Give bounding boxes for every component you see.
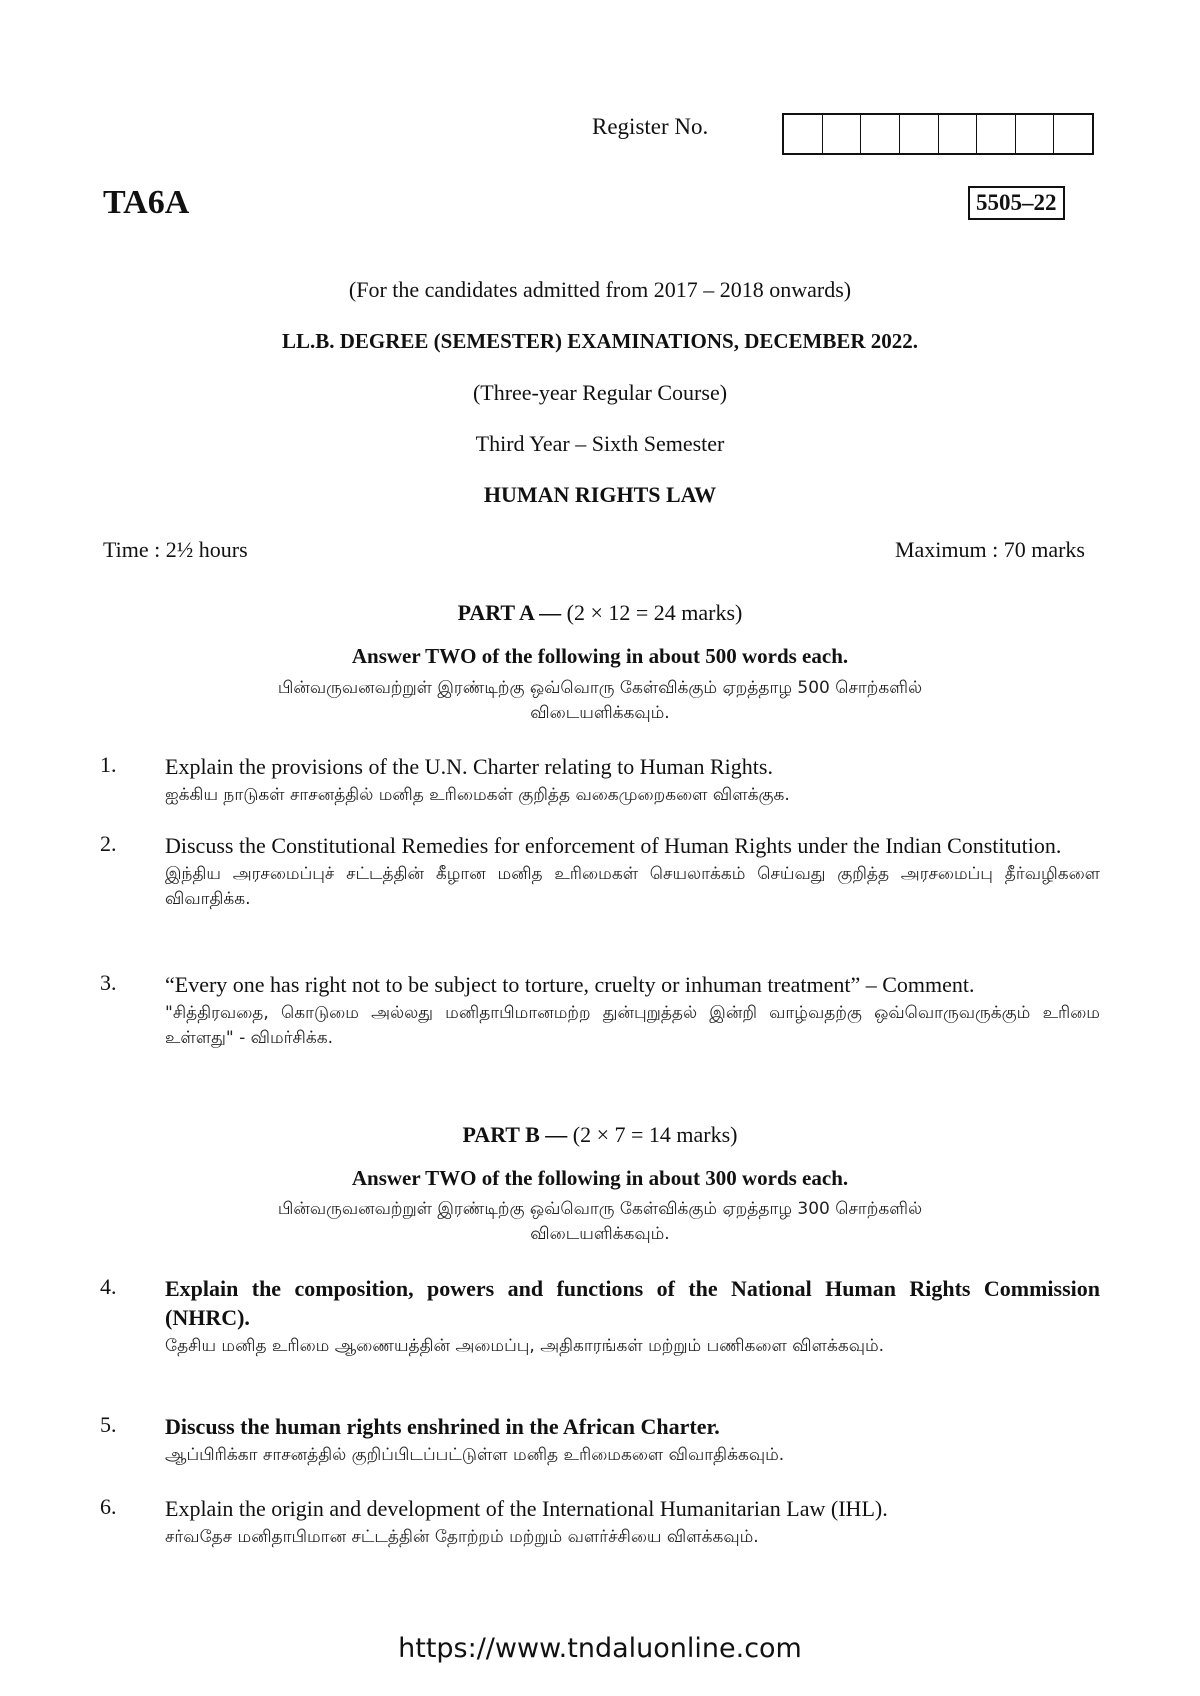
question-text-tamil: ஐக்கிய நாடுகள் சாசனத்தில் மனித உரிமைகள் குறித்த வகைமுறைகளை விளக்குக. — [165, 785, 790, 805]
question-number: 6. — [100, 1494, 117, 1519]
admission-note: (For the candidates admitted from 2017 – 2018 onwards) — [348, 277, 852, 302]
register-digit-box[interactable] — [1016, 115, 1055, 153]
part-b-label: PART B — — [462, 1122, 568, 1147]
question-text: Explain the provisions of the U.N. Charter relating to Human Rights. — [165, 754, 773, 779]
part-a-instruction: Answer TWO of the following in about 500 words each. — [351, 644, 849, 668]
part-a-heading — [0, 600, 1200, 626]
part-b-instruction: Answer TWO of the following in about 300 words each. — [351, 1166, 849, 1190]
part-a-instruction-tamil-2: விடையளிக்கவும். — [530, 703, 670, 723]
register-number-label: Register No. — [592, 114, 709, 139]
course-name: (Three-year Regular Course) — [472, 380, 728, 405]
part-b-instruction-tamil-1: பின்வருவனவற்றுள் இரண்டிற்கு ஒவ்வொரு கேள்விக்கும் ஏறத்தாழ 300 சொற்களில் — [277, 1199, 923, 1219]
part-a-label: PART A — — [457, 600, 562, 625]
question-text: “Every one has right not to be subject to torture, cruelty or inhuman treatment” – Comment. — [165, 972, 975, 997]
register-digit-box[interactable] — [1054, 115, 1092, 153]
question-text: Discuss the Constitutional Remedies for enforcement of Human Rights under the Indian Constitution. — [165, 833, 1062, 858]
question-text-tamil: சர்வதேச மனிதாபிமான சட்டத்தின் தோற்றம் மற்றும் வளர்ச்சியை விளக்கவும். — [165, 1527, 759, 1547]
time-prefix: Time : 2 — [103, 537, 177, 562]
part-b-heading — [0, 1122, 1200, 1148]
register-number-boxes[interactable] — [782, 113, 1094, 155]
register-digit-box[interactable] — [861, 115, 900, 153]
footer-url[interactable]: https://www.tndaluonline.com — [398, 1633, 802, 1664]
question-text-tamil: ஆப்பிரிக்கா சாசனத்தில் குறிப்பிடப்பட்டுள்ள மனித உரிமைகளை விவாதிக்கவும். — [165, 1445, 785, 1465]
part-b-marks: (2 × 7 = 14 marks) — [572, 1122, 738, 1147]
register-digit-box[interactable] — [784, 115, 823, 153]
register-digit-box[interactable] — [900, 115, 939, 153]
register-digit-box[interactable] — [939, 115, 978, 153]
question-text-tamil: தேசிய மனித உரிமை ஆணையத்தின் அமைப்பு, அதிகாரங்கள் மற்றும் பணிகளை விளக்கவும். — [165, 1336, 885, 1356]
question-text-tamil: இந்திய அரசமைப்புச் சட்டத்தின் கீழான மனித உரிமைகள் செயலாக்கம் செய்வது குறித்த அரசமைப்பு தீர்வழிகளை விவாதிக்க. — [165, 864, 1100, 909]
part-a-instruction-tamil-1: பின்வருவனவற்றுள் இரண்டிற்கு ஒவ்வொரு கேள்விக்கும் ஏறத்தாழ 500 சொற்களில் — [277, 678, 923, 698]
question-text: Explain the origin and development of the International Humanitarian Law (IHL). — [165, 1496, 888, 1521]
part-a-marks: (2 × 12 = 24 marks) — [566, 600, 743, 625]
question-number: 5. — [100, 1412, 117, 1437]
question-number: 1. — [100, 752, 117, 777]
question-text: Discuss the human rights enshrined in the African Charter. — [165, 1414, 720, 1439]
question-number: 3. — [100, 970, 117, 995]
time-allowed — [103, 537, 248, 563]
register-digit-box[interactable] — [823, 115, 862, 153]
exam-code-box: 5505–22 — [968, 186, 1065, 220]
time-suffix: hours — [193, 537, 248, 562]
question-number: 2. — [100, 831, 117, 856]
question-text: Explain the composition, powers and functions of the National Human Rights Commission (NHRC). — [165, 1276, 1100, 1330]
time-fraction: ½ — [176, 537, 194, 562]
paper-code: TA6A — [103, 184, 190, 221]
exam-title: LL.B. DEGREE (SEMESTER) EXAMINATIONS, DECEMBER 2022. — [281, 329, 919, 353]
question-text-tamil: "சித்திரவதை, கொடுமை அல்லது மனிதாபிமானமற்ற துன்புறுத்தல் இன்றி வாழ்வதற்கு ஒவ்வொருவருக்கும் உரிமை உள்ளது" - விமர்சிக்க. — [165, 1003, 1100, 1048]
question-number: 4. — [100, 1274, 117, 1299]
subject-title: HUMAN RIGHTS LAW — [483, 482, 717, 507]
part-b-instruction-tamil-2: விடையளிக்கவும். — [530, 1224, 670, 1244]
register-digit-box[interactable] — [977, 115, 1016, 153]
year-semester: Third Year – Sixth Semester — [475, 431, 725, 456]
maximum-marks: Maximum : 70 marks — [894, 537, 1085, 562]
